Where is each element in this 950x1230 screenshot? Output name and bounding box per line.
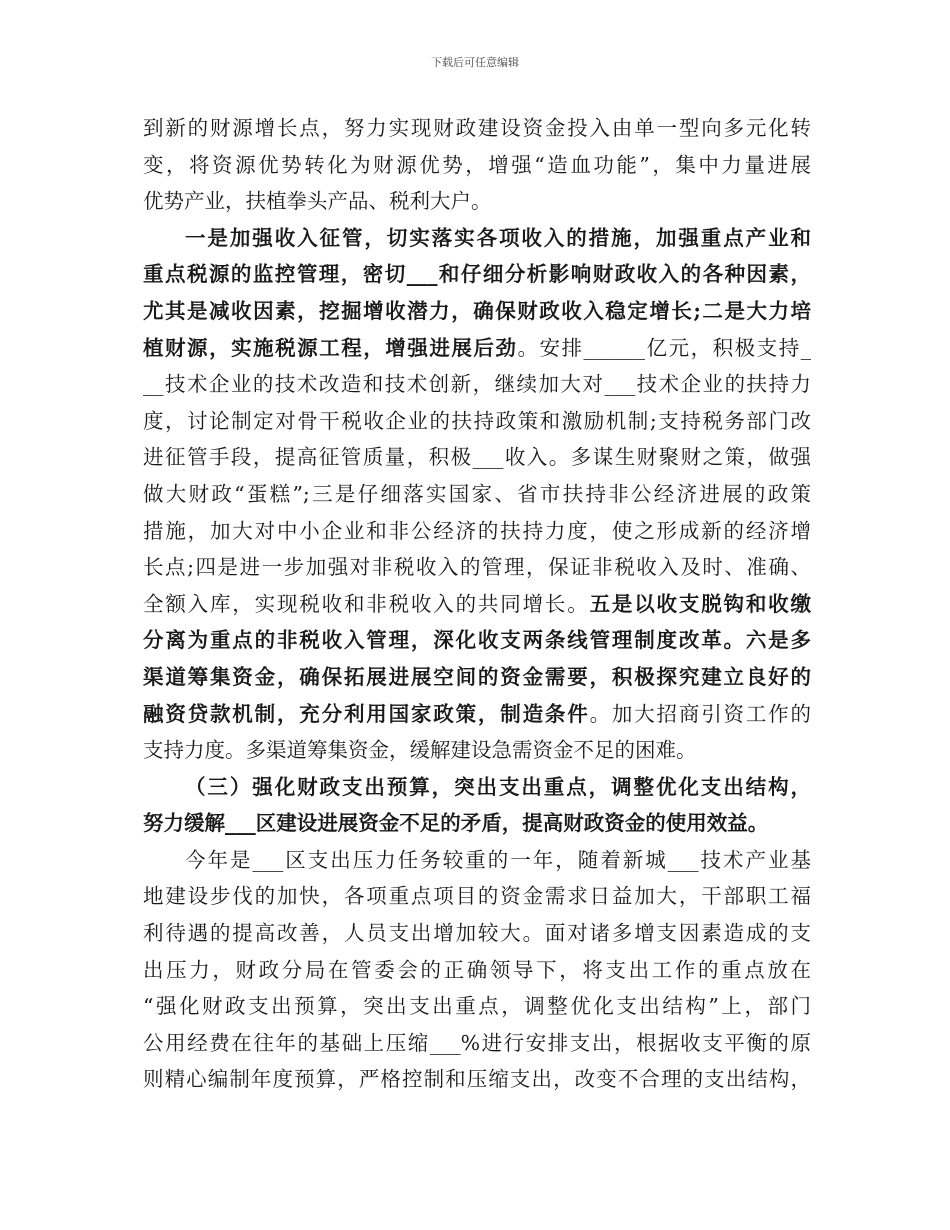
text-line bbox=[143, 952, 811, 989]
bold-text-segment: 五是以收支脱钩和收缴 bbox=[589, 591, 811, 616]
text-segment: 措施，加大对中小企业和非公经济的扶持力度，使之形成新的经济增 bbox=[143, 518, 811, 543]
text-line bbox=[143, 439, 811, 476]
text-line bbox=[143, 878, 811, 915]
text-line bbox=[143, 183, 811, 220]
bold-text-segment: （三）强化财政支出预算，突出支出重点，调整优化支出结构， bbox=[185, 774, 811, 799]
document-body bbox=[143, 110, 811, 1098]
text-segment: 到新的财源增长点，努力实现财政建设资金投入由单一型向多元化转 bbox=[143, 116, 811, 140]
text-segment: 全额入库，实现税收和非税收入的共同增长。 bbox=[143, 591, 590, 616]
text-segment: 今年是___区支出压力任务较重的一年，随着新城___技术产业基 bbox=[185, 847, 811, 872]
text-line bbox=[143, 1061, 811, 1098]
text-line bbox=[143, 988, 811, 1025]
text-line bbox=[143, 147, 811, 184]
text-segment: 地建设步伐的加快，各项重点项目的资金需求日益加大，干部职工福 bbox=[143, 884, 811, 909]
bold-text-segment: 一是加强收入征管，切实落实各项收入的措施，加强重点产业和 bbox=[185, 225, 811, 250]
text-segment: 则精心编制年度预算，严格控制和压缩支出，改变不合理的支出结构， bbox=[143, 1067, 811, 1092]
text-segment: 出压力，财政分局在管委会的正确领导下，将支出工作的重点放在 bbox=[143, 957, 811, 982]
text-line bbox=[143, 915, 811, 952]
bold-text-segment: 分离为重点的非税收入管理，深化收支两条线管理制度改革。六是多 bbox=[143, 628, 811, 653]
text-line bbox=[143, 366, 811, 403]
text-segment: 。加大招商引资工作的 bbox=[589, 701, 811, 726]
text-segment: 变，将资源优势转化为财源优势，增强“造血功能”，集中力量进展 bbox=[143, 152, 811, 177]
text-segment: 支持力度。多渠道筹集资金，缓解建设急需资金不足的困难。 bbox=[143, 738, 697, 763]
text-line bbox=[143, 330, 811, 367]
text-segment: __技术企业的技术改造和技术创新，继续加大对___技术企业的扶持力 bbox=[143, 372, 811, 397]
text-segment: 做大财政“蛋糕”;三是仔细落实国家、省市扶持非公经济进展的政策 bbox=[143, 481, 811, 506]
page-header: 下载后可任意编辑 bbox=[431, 56, 519, 69]
text-segment: 。安排______亿元，积极支持_ bbox=[517, 335, 811, 360]
text-segment: 长点;四是进一步加强对非税收入的管理，保证非税收入及时、准确、 bbox=[143, 555, 811, 580]
bold-text-segment: 尤其是减收因素，挖掘增收潜力，确保财政收入稳定增长;二是大力培 bbox=[143, 298, 811, 323]
text-segment: 优势产业，扶植拳头产品、税利大户。 bbox=[143, 189, 492, 214]
text-line bbox=[143, 476, 811, 513]
text-line bbox=[143, 256, 811, 293]
text-segment: 进征管手段，提高征管质量，积极___收入。多谋生财聚财之策，做强 bbox=[143, 445, 811, 470]
bold-text-segment: 融资贷款机制，充分利用国家政策，制造条件 bbox=[143, 701, 590, 726]
text-line bbox=[143, 732, 811, 769]
text-line bbox=[143, 842, 811, 879]
text-segment: “强化财政支出预算，突出支出重点，调整优化支出结构”上，部门 bbox=[143, 994, 811, 1019]
text-line bbox=[143, 403, 811, 440]
text-line bbox=[143, 220, 811, 257]
text-segment: 公用经费在往年的基础上压缩___%进行安排支出，根据收支平衡的原 bbox=[143, 1030, 811, 1055]
text-segment: 利待遇的提高改善，人员支出增加较大。面对诸多增支因素造成的支 bbox=[143, 921, 811, 946]
bold-text-segment: 渠道筹集资金，确保拓展进展空间的资金需要，积极探究建立良好的 bbox=[143, 664, 811, 689]
text-line bbox=[143, 586, 811, 623]
bold-text-segment: 努力缓解___区建设进展资金不足的矛盾，提高财政资金的使用效益。 bbox=[143, 811, 769, 836]
text-line bbox=[143, 110, 811, 147]
text-line bbox=[143, 805, 811, 842]
text-segment: 度，讨论制定对骨干税收企业的扶持政策和激励机制;支持税务部门改 bbox=[143, 408, 811, 433]
text-line bbox=[143, 769, 811, 806]
text-line bbox=[143, 696, 811, 733]
text-line bbox=[143, 1025, 811, 1062]
text-line bbox=[143, 659, 811, 696]
bold-text-segment: 重点税源的监控管理，密切___和仔细分析影响财政收入的各种因素， bbox=[143, 262, 811, 287]
text-line bbox=[143, 293, 811, 330]
text-line bbox=[143, 513, 811, 550]
text-line bbox=[143, 622, 811, 659]
bold-text-segment: 植财源，实施税源工程，增强进展后劲 bbox=[143, 335, 518, 360]
text-line bbox=[143, 549, 811, 586]
